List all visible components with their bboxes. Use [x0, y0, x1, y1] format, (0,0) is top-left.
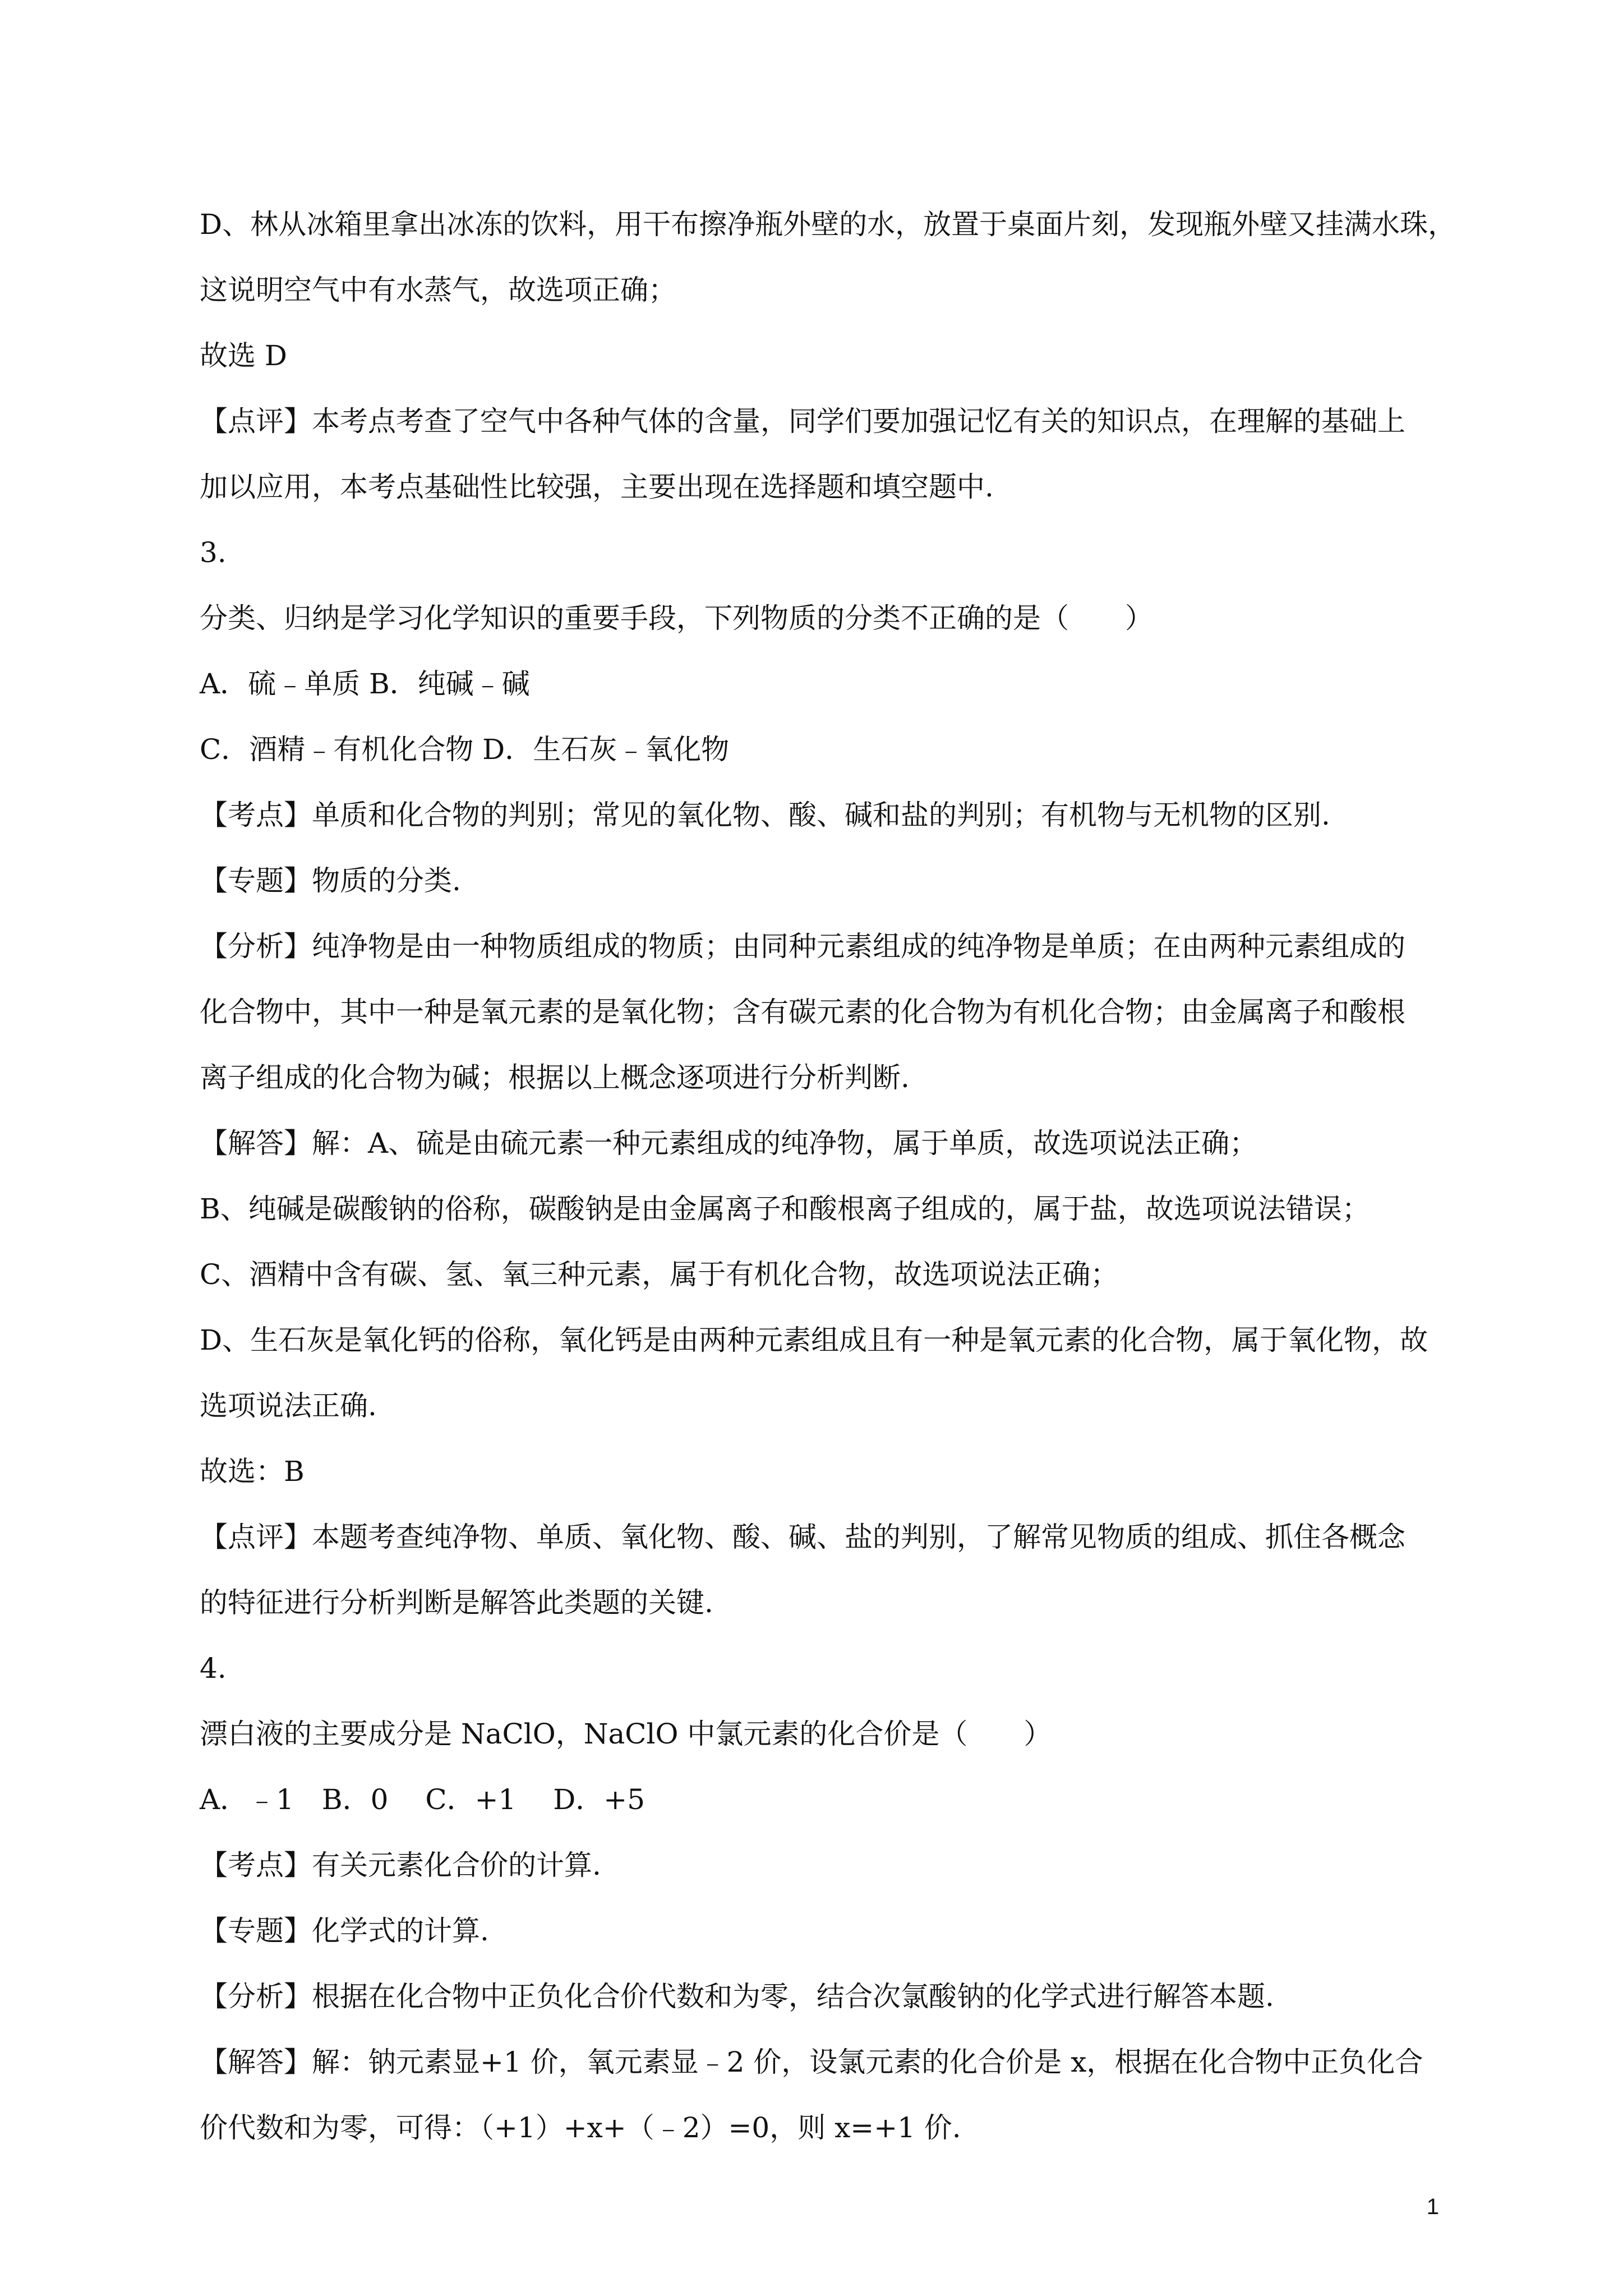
question-number: 3. [200, 536, 227, 569]
text-line: 离子组成的化合物为碱；根据以上概念逐项进行分析判断. [200, 1061, 910, 1094]
text-line: 故选 D [200, 339, 287, 372]
text-line: 【点评】本题考查纯净物、单质、氧化物、酸、碱、盐的判别，了解常见物质的组成、抓住各概念 [200, 1521, 1405, 1553]
text-line: C、酒精中含有碳、氢、氧三种元素，属于有机化合物，故选项说法正确； [200, 1258, 1119, 1291]
question-text: 漂白液的主要成分是 NaClO，NaClO 中氯元素的化合价是（ ） [200, 1718, 1052, 1750]
text-line: B、纯碱是碳酸钠的俗称，碳酸钠是由金属离子和酸根离子组成的，属于盐，故选项说法错误； [200, 1193, 1370, 1225]
text-line: D、生石灰是氧化钙的俗称，氧化钙是由两种元素组成且有一种是氧元素的化合物，属于氧化物，故 [200, 1324, 1428, 1356]
text-line: 的特征进行分析判断是解答此类题的关键. [200, 1586, 713, 1619]
text-body [200, 208, 1456, 2177]
text-line: 【解答】解：钠元素显+1 价，氧元素显﹣2 价，设氯元素的化合价是 x，根据在化合物中正负化合 [200, 2046, 1423, 2078]
page-number: 1 [1426, 2194, 1439, 2219]
text-line: 【点评】本考点考查了空气中各种气体的含量，同学们要加强记忆有关的知识点，在理解的基础上 [200, 405, 1405, 438]
text-line: 【考点】有关元素化合价的计算. [200, 1849, 601, 1881]
text-line: 化合物中，其中一种是氧元素的是氧化物；含有碳元素的化合物为有机化合物；由金属离子和酸根 [200, 996, 1405, 1028]
answer-options: A．硫﹣单质 B．纯碱﹣碱 [200, 668, 530, 700]
text-line: 【专题】物质的分类. [200, 864, 461, 897]
text-line: 价代数和为零，可得：（+1）+x+（﹣2）=0，则 x=+1 价. [200, 2111, 961, 2144]
text-line: 【专题】化学式的计算. [200, 1915, 489, 1947]
text-line: 这说明空气中有水蒸气，故选项正确； [200, 274, 676, 306]
answer-options: A．﹣1 B．0 C．+1 D．+5 [200, 1783, 645, 1816]
question-text: 分类、归纳是学习化学知识的重要手段，下列物质的分类不正确的是（ ） [200, 602, 1153, 634]
text-line: D、林从冰箱里拿出冰冻的饮料，用干布擦净瓶外壁的水，放置于桌面片刻，发现瓶外壁又挂满水珠， [200, 208, 1456, 241]
answer-options: C．酒精﹣有机化合物 D．生石灰﹣氧化物 [200, 733, 730, 766]
text-line: 【解答】解：A、硫是由硫元素一种元素组成的纯净物，属于单质，故选项说法正确； [200, 1127, 1258, 1159]
text-line: 【分析】纯净物是由一种物质组成的物质；由同种元素组成的纯净物是单质；在由两种元素组成的 [200, 930, 1405, 963]
text-line: 选项说法正确. [200, 1389, 377, 1422]
question-number: 4. [200, 1652, 227, 1685]
text-line: 故选：B [200, 1455, 305, 1488]
text-line: 加以应用，本考点基础性比较强，主要出现在选择题和填空题中. [200, 471, 994, 503]
text-line: 【考点】单质和化合物的判别；常见的氧化物、酸、碱和盐的判别；有机物与无机物的区别. [200, 799, 1330, 831]
text-line: 【分析】根据在化合物中正负化合价代数和为零，结合次氯酸钠的化学式进行解答本题. [200, 1980, 1274, 2013]
